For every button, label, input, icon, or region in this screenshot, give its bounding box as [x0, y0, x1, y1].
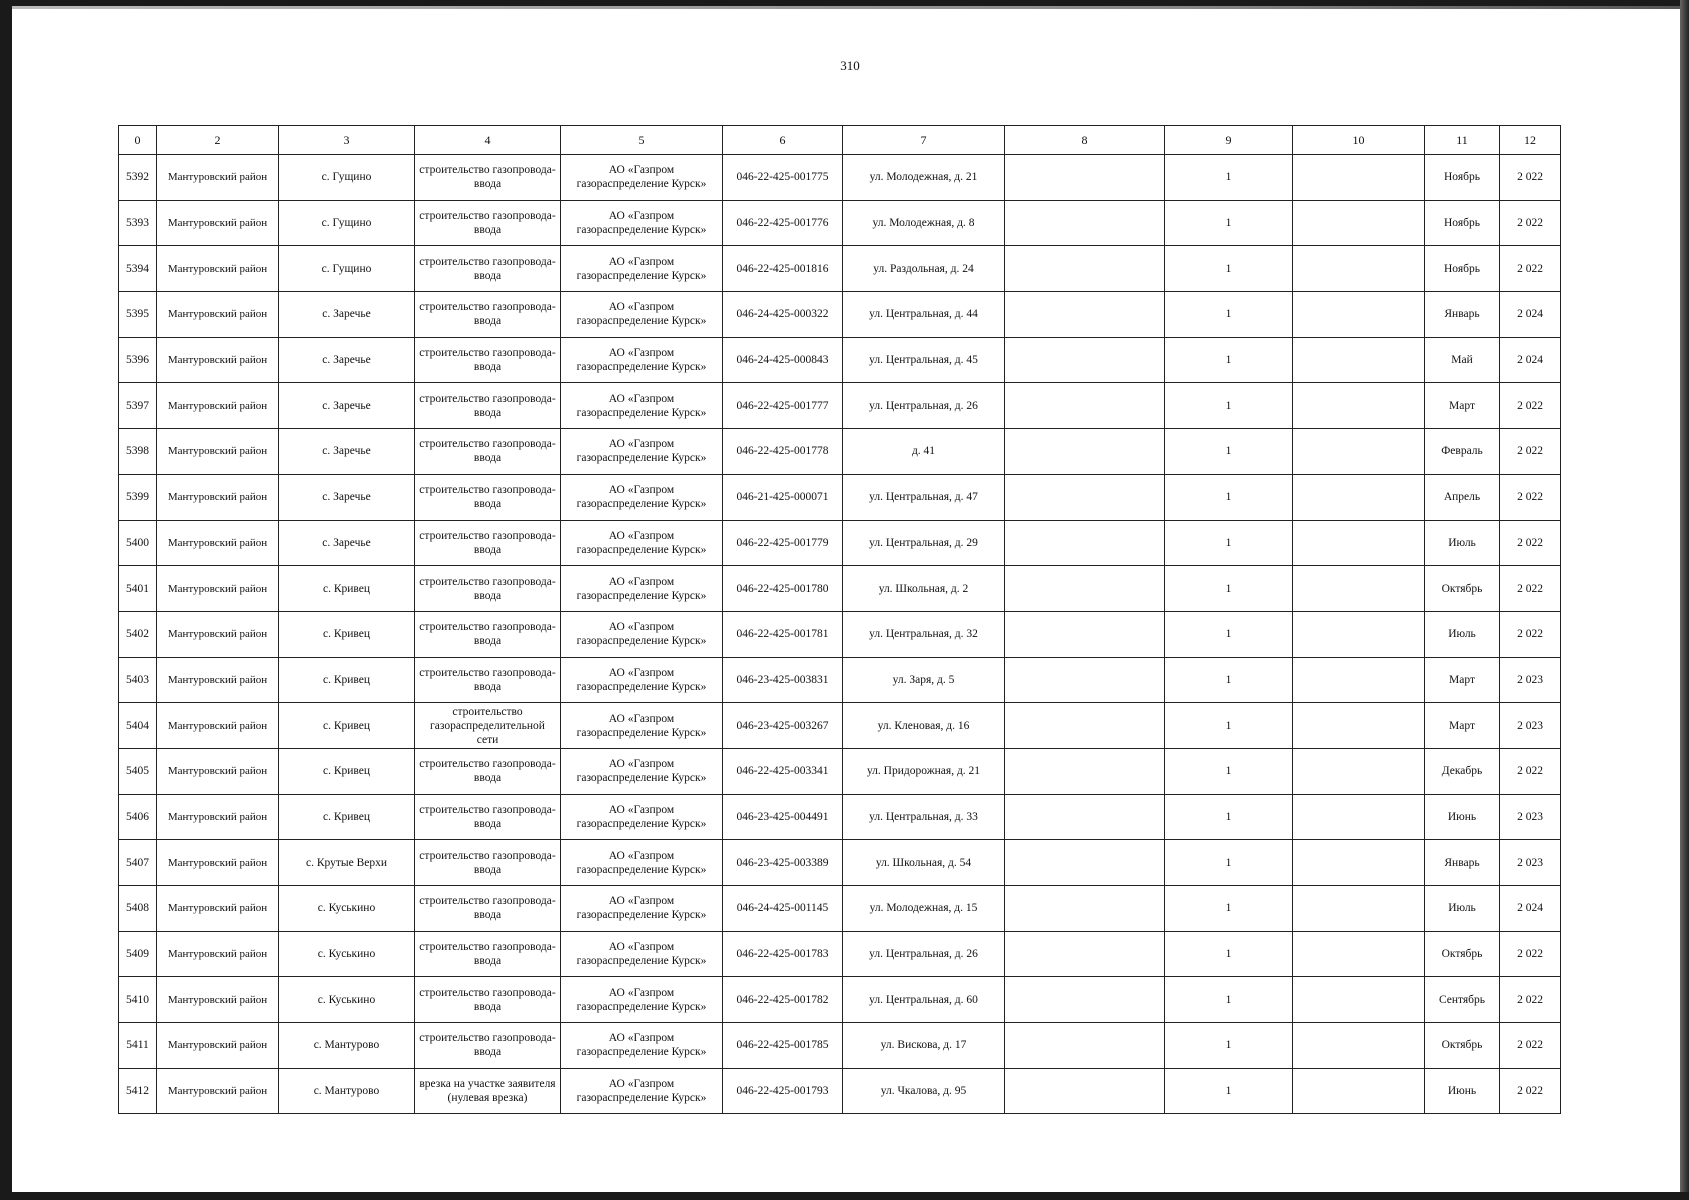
month-cell: Май: [1425, 337, 1500, 383]
district-cell: Мантуровский район: [157, 703, 279, 749]
quantity-cell: 1: [1165, 931, 1293, 977]
work-type-cell: строительство газопровода-ввода: [415, 977, 561, 1023]
quantity-cell: 1: [1165, 200, 1293, 246]
registry-number-cell: 046-22-425-001781: [723, 611, 843, 657]
quantity-cell: 1: [1165, 886, 1293, 932]
address-cell: ул. Центральная, д. 33: [843, 794, 1005, 840]
year-cell: 2 022: [1500, 383, 1561, 429]
address-cell: ул. Центральная, д. 29: [843, 520, 1005, 566]
year-cell: 2 022: [1500, 474, 1561, 520]
work-type-cell: строительство газопровода-ввода: [415, 383, 561, 429]
col-8-cell: [1005, 748, 1165, 794]
col-8-cell: [1005, 566, 1165, 612]
organization-cell: АО «Газпром газораспределение Курск»: [561, 337, 723, 383]
address-cell: ул. Раздольная, д. 24: [843, 246, 1005, 292]
district-cell: Мантуровский район: [157, 566, 279, 612]
work-type-cell: строительство газопровода-ввода: [415, 429, 561, 475]
registry-number-cell: 046-23-425-004491: [723, 794, 843, 840]
month-cell: Апрель: [1425, 474, 1500, 520]
col-10-cell: [1293, 794, 1425, 840]
address-cell: ул. Вискова, д. 17: [843, 1023, 1005, 1069]
col-8-cell: [1005, 611, 1165, 657]
year-cell: 2 022: [1500, 748, 1561, 794]
settlement-cell: с. Заречье: [279, 383, 415, 429]
address-cell: ул. Центральная, д. 26: [843, 383, 1005, 429]
settlement-cell: с. Мантурово: [279, 1023, 415, 1069]
col-10-cell: [1293, 977, 1425, 1023]
col-8-cell: [1005, 155, 1165, 201]
registry-number-cell: 046-22-425-001782: [723, 977, 843, 1023]
address-cell: ул. Центральная, д. 47: [843, 474, 1005, 520]
registry-number-cell: 046-24-425-000843: [723, 337, 843, 383]
col-10-cell: [1293, 931, 1425, 977]
registry-number-cell: 046-23-425-003389: [723, 840, 843, 886]
settlement-cell: с. Кривец: [279, 794, 415, 840]
registry-number-cell: 046-23-425-003267: [723, 703, 843, 749]
quantity-cell: 1: [1165, 611, 1293, 657]
row-number-cell: 5398: [119, 429, 157, 475]
table-row: [119, 748, 1561, 794]
col-8-cell: [1005, 657, 1165, 703]
column-header: 5: [561, 126, 723, 155]
row-number-cell: 5410: [119, 977, 157, 1023]
table-row: [119, 246, 1561, 292]
quantity-cell: 1: [1165, 292, 1293, 338]
col-10-cell: [1293, 1023, 1425, 1069]
table-row: [119, 520, 1561, 566]
organization-cell: АО «Газпром газораспределение Курск»: [561, 1068, 723, 1114]
col-8-cell: [1005, 931, 1165, 977]
col-8-cell: [1005, 703, 1165, 749]
address-cell: ул. Заря, д. 5: [843, 657, 1005, 703]
month-cell: Ноябрь: [1425, 200, 1500, 246]
scan-border-right: [1680, 0, 1689, 1200]
col-10-cell: [1293, 429, 1425, 475]
registry-number-cell: 046-24-425-001145: [723, 886, 843, 932]
month-cell: Декабрь: [1425, 748, 1500, 794]
quantity-cell: 1: [1165, 520, 1293, 566]
settlement-cell: с. Куськино: [279, 886, 415, 932]
address-cell: ул. Придорожная, д. 21: [843, 748, 1005, 794]
settlement-cell: с. Куськино: [279, 977, 415, 1023]
address-cell: ул. Центральная, д. 26: [843, 931, 1005, 977]
work-type-cell: строительство газопровода-ввода: [415, 611, 561, 657]
registry-number-cell: 046-22-425-001785: [723, 1023, 843, 1069]
address-cell: ул. Молодежная, д. 21: [843, 155, 1005, 201]
row-number-cell: 5392: [119, 155, 157, 201]
column-header: 11: [1425, 126, 1500, 155]
registry-number-cell: 046-22-425-001776: [723, 200, 843, 246]
registry-number-cell: 046-23-425-003831: [723, 657, 843, 703]
registry-number-cell: 046-24-425-000322: [723, 292, 843, 338]
row-number-cell: 5412: [119, 1068, 157, 1114]
month-cell: Ноябрь: [1425, 246, 1500, 292]
work-type-cell: строительство газопровода-ввода: [415, 520, 561, 566]
settlement-cell: с. Куськино: [279, 931, 415, 977]
col-10-cell: [1293, 1068, 1425, 1114]
year-cell: 2 023: [1500, 657, 1561, 703]
quantity-cell: 1: [1165, 246, 1293, 292]
column-header: 8: [1005, 126, 1165, 155]
quantity-cell: 1: [1165, 1023, 1293, 1069]
address-cell: ул. Центральная, д. 45: [843, 337, 1005, 383]
month-cell: Июль: [1425, 520, 1500, 566]
organization-cell: АО «Газпром газораспределение Курск»: [561, 931, 723, 977]
column-header: 12: [1500, 126, 1561, 155]
settlement-cell: с. Гущино: [279, 200, 415, 246]
row-number-cell: 5407: [119, 840, 157, 886]
col-8-cell: [1005, 840, 1165, 886]
month-cell: Февраль: [1425, 429, 1500, 475]
district-cell: Мантуровский район: [157, 748, 279, 794]
col-10-cell: [1293, 840, 1425, 886]
organization-cell: АО «Газпром газораспределение Курск»: [561, 657, 723, 703]
work-type-cell: строительство газопровода-ввода: [415, 886, 561, 932]
organization-cell: АО «Газпром газораспределение Курск»: [561, 611, 723, 657]
year-cell: 2 023: [1500, 794, 1561, 840]
row-number-cell: 5403: [119, 657, 157, 703]
year-cell: 2 022: [1500, 246, 1561, 292]
month-cell: Март: [1425, 657, 1500, 703]
month-cell: Июнь: [1425, 794, 1500, 840]
month-cell: Январь: [1425, 840, 1500, 886]
work-type-cell: строительство газопровода-ввода: [415, 474, 561, 520]
district-cell: Мантуровский район: [157, 383, 279, 429]
col-8-cell: [1005, 886, 1165, 932]
table-row: [119, 886, 1561, 932]
quantity-cell: 1: [1165, 657, 1293, 703]
scan-border-left: [0, 0, 12, 1200]
year-cell: 2 022: [1500, 200, 1561, 246]
quantity-cell: 1: [1165, 748, 1293, 794]
year-cell: 2 024: [1500, 292, 1561, 338]
col-8-cell: [1005, 794, 1165, 840]
work-type-cell: строительство газопровода-ввода: [415, 840, 561, 886]
district-cell: Мантуровский район: [157, 429, 279, 475]
quantity-cell: 1: [1165, 840, 1293, 886]
table-row: [119, 703, 1561, 749]
quantity-cell: 1: [1165, 337, 1293, 383]
address-cell: ул. Центральная, д. 44: [843, 292, 1005, 338]
table-row: [119, 1023, 1561, 1069]
organization-cell: АО «Газпром газораспределение Курск»: [561, 840, 723, 886]
year-cell: 2 022: [1500, 611, 1561, 657]
work-type-cell: строительство газопровода-ввода: [415, 337, 561, 383]
col-10-cell: [1293, 520, 1425, 566]
row-number-cell: 5411: [119, 1023, 157, 1069]
year-cell: 2 022: [1500, 977, 1561, 1023]
col-8-cell: [1005, 383, 1165, 429]
registry-number-cell: 046-22-425-001816: [723, 246, 843, 292]
col-10-cell: [1293, 246, 1425, 292]
district-cell: Мантуровский район: [157, 246, 279, 292]
work-type-cell: строительство газопровода-ввода: [415, 794, 561, 840]
table-row: [119, 200, 1561, 246]
address-cell: ул. Чкалова, д. 95: [843, 1068, 1005, 1114]
col-10-cell: [1293, 292, 1425, 338]
work-type-cell: врезка на участке заявителя (нулевая врезка): [415, 1068, 561, 1114]
year-cell: 2 023: [1500, 703, 1561, 749]
col-8-cell: [1005, 520, 1165, 566]
col-10-cell: [1293, 337, 1425, 383]
month-cell: Январь: [1425, 292, 1500, 338]
work-type-cell: строительство газопровода-ввода: [415, 1023, 561, 1069]
registry-number-cell: 046-22-425-003341: [723, 748, 843, 794]
row-number-cell: 5402: [119, 611, 157, 657]
registry-number-cell: 046-22-425-001783: [723, 931, 843, 977]
col-10-cell: [1293, 474, 1425, 520]
quantity-cell: 1: [1165, 383, 1293, 429]
settlement-cell: с. Заречье: [279, 292, 415, 338]
month-cell: Март: [1425, 383, 1500, 429]
address-cell: д. 41: [843, 429, 1005, 475]
district-cell: Мантуровский район: [157, 931, 279, 977]
organization-cell: АО «Газпром газораспределение Курск»: [561, 977, 723, 1023]
column-header: 7: [843, 126, 1005, 155]
year-cell: 2 022: [1500, 1068, 1561, 1114]
organization-cell: АО «Газпром газораспределение Курск»: [561, 566, 723, 612]
col-10-cell: [1293, 703, 1425, 749]
year-cell: 2 022: [1500, 429, 1561, 475]
quantity-cell: 1: [1165, 794, 1293, 840]
col-8-cell: [1005, 474, 1165, 520]
month-cell: Март: [1425, 703, 1500, 749]
month-cell: Июль: [1425, 886, 1500, 932]
district-cell: Мантуровский район: [157, 611, 279, 657]
address-cell: ул. Школьная, д. 54: [843, 840, 1005, 886]
district-cell: Мантуровский район: [157, 337, 279, 383]
settlement-cell: с. Заречье: [279, 520, 415, 566]
col-10-cell: [1293, 155, 1425, 201]
registry-number-cell: 046-22-425-001777: [723, 383, 843, 429]
settlement-cell: с. Кривец: [279, 748, 415, 794]
registry-number-cell: 046-22-425-001780: [723, 566, 843, 612]
col-10-cell: [1293, 611, 1425, 657]
table-row: [119, 794, 1561, 840]
row-number-cell: 5395: [119, 292, 157, 338]
year-cell: 2 022: [1500, 1023, 1561, 1069]
col-8-cell: [1005, 977, 1165, 1023]
organization-cell: АО «Газпром газораспределение Курск»: [561, 246, 723, 292]
settlement-cell: с. Заречье: [279, 429, 415, 475]
row-number-cell: 5399: [119, 474, 157, 520]
district-cell: Мантуровский район: [157, 886, 279, 932]
settlement-cell: с. Кривец: [279, 657, 415, 703]
settlement-cell: с. Гущино: [279, 155, 415, 201]
quantity-cell: 1: [1165, 429, 1293, 475]
quantity-cell: 1: [1165, 1068, 1293, 1114]
district-cell: Мантуровский район: [157, 657, 279, 703]
year-cell: 2 022: [1500, 155, 1561, 201]
quantity-cell: 1: [1165, 474, 1293, 520]
quantity-cell: 1: [1165, 155, 1293, 201]
month-cell: Октябрь: [1425, 1023, 1500, 1069]
col-8-cell: [1005, 292, 1165, 338]
district-cell: Мантуровский район: [157, 977, 279, 1023]
work-type-cell: строительство газопровода-ввода: [415, 246, 561, 292]
work-type-cell: строительство газопровода-ввода: [415, 200, 561, 246]
col-10-cell: [1293, 748, 1425, 794]
district-cell: Мантуровский район: [157, 292, 279, 338]
month-cell: Ноябрь: [1425, 155, 1500, 201]
row-number-cell: 5409: [119, 931, 157, 977]
work-type-cell: строительство газопровода-ввода: [415, 748, 561, 794]
organization-cell: АО «Газпром газораспределение Курск»: [561, 155, 723, 201]
col-10-cell: [1293, 200, 1425, 246]
year-cell: 2 024: [1500, 337, 1561, 383]
col-8-cell: [1005, 1023, 1165, 1069]
col-10-cell: [1293, 657, 1425, 703]
column-header: 3: [279, 126, 415, 155]
district-cell: Мантуровский район: [157, 200, 279, 246]
table-row: [119, 1068, 1561, 1114]
row-number-cell: 5401: [119, 566, 157, 612]
col-10-cell: [1293, 383, 1425, 429]
column-header: 2: [157, 126, 279, 155]
organization-cell: АО «Газпром газораспределение Курск»: [561, 474, 723, 520]
settlement-cell: с. Заречье: [279, 474, 415, 520]
column-header: 10: [1293, 126, 1425, 155]
table-row: [119, 840, 1561, 886]
month-cell: Сентябрь: [1425, 977, 1500, 1023]
district-cell: Мантуровский район: [157, 155, 279, 201]
table-row: [119, 155, 1561, 201]
column-header: 0: [119, 126, 157, 155]
table-row: [119, 292, 1561, 338]
district-cell: Мантуровский район: [157, 840, 279, 886]
work-type-cell: строительство газопровода-ввода: [415, 155, 561, 201]
table-row: [119, 611, 1561, 657]
organization-cell: АО «Газпром газораспределение Курск»: [561, 794, 723, 840]
address-cell: ул. Центральная, д. 32: [843, 611, 1005, 657]
col-8-cell: [1005, 429, 1165, 475]
month-cell: Июнь: [1425, 1068, 1500, 1114]
month-cell: Октябрь: [1425, 931, 1500, 977]
address-cell: ул. Кленовая, д. 16: [843, 703, 1005, 749]
table-row: [119, 429, 1561, 475]
quantity-cell: 1: [1165, 977, 1293, 1023]
col-10-cell: [1293, 566, 1425, 612]
district-cell: Мантуровский район: [157, 474, 279, 520]
district-cell: Мантуровский район: [157, 1023, 279, 1069]
district-cell: Мантуровский район: [157, 1068, 279, 1114]
organization-cell: АО «Газпром газораспределение Курск»: [561, 886, 723, 932]
work-type-cell: строительство газопровода-ввода: [415, 292, 561, 338]
year-cell: 2 022: [1500, 520, 1561, 566]
settlement-cell: с. Кривец: [279, 566, 415, 612]
work-type-cell: строительство газораспределительной сети: [415, 703, 561, 749]
col-10-cell: [1293, 886, 1425, 932]
table-row: [119, 383, 1561, 429]
settlement-cell: с. Кривец: [279, 611, 415, 657]
settlement-cell: с. Заречье: [279, 337, 415, 383]
year-cell: 2 024: [1500, 886, 1561, 932]
row-number-cell: 5393: [119, 200, 157, 246]
column-header: 6: [723, 126, 843, 155]
registry-number-cell: 046-22-425-001778: [723, 429, 843, 475]
work-type-cell: строительство газопровода-ввода: [415, 657, 561, 703]
row-number-cell: 5405: [119, 748, 157, 794]
organization-cell: АО «Газпром газораспределение Курск»: [561, 292, 723, 338]
row-number-cell: 5406: [119, 794, 157, 840]
organization-cell: АО «Газпром газораспределение Курск»: [561, 520, 723, 566]
table-row: [119, 977, 1561, 1023]
row-number-cell: 5400: [119, 520, 157, 566]
year-cell: 2 022: [1500, 931, 1561, 977]
table-row: [119, 566, 1561, 612]
organization-cell: АО «Газпром газораспределение Курск»: [561, 200, 723, 246]
quantity-cell: 1: [1165, 703, 1293, 749]
col-8-cell: [1005, 246, 1165, 292]
registry-number-cell: 046-22-425-001775: [723, 155, 843, 201]
registry-table: [118, 125, 1561, 1114]
month-cell: Июль: [1425, 611, 1500, 657]
column-header: 4: [415, 126, 561, 155]
registry-number-cell: 046-22-425-001779: [723, 520, 843, 566]
organization-cell: АО «Газпром газораспределение Курск»: [561, 703, 723, 749]
address-cell: ул. Молодежная, д. 15: [843, 886, 1005, 932]
organization-cell: АО «Газпром газораспределение Курск»: [561, 383, 723, 429]
month-cell: Октябрь: [1425, 566, 1500, 612]
scan-border-top-shade: [0, 6, 1689, 9]
address-cell: ул. Центральная, д. 60: [843, 977, 1005, 1023]
table-row: [119, 931, 1561, 977]
header-row: [119, 126, 1561, 155]
address-cell: ул. Школьная, д. 2: [843, 566, 1005, 612]
settlement-cell: с. Гущино: [279, 246, 415, 292]
settlement-cell: с. Мантурово: [279, 1068, 415, 1114]
table-body: [119, 155, 1561, 1114]
row-number-cell: 5408: [119, 886, 157, 932]
organization-cell: АО «Газпром газораспределение Курск»: [561, 429, 723, 475]
work-type-cell: строительство газопровода-ввода: [415, 566, 561, 612]
row-number-cell: 5394: [119, 246, 157, 292]
address-cell: ул. Молодежная, д. 8: [843, 200, 1005, 246]
col-8-cell: [1005, 1068, 1165, 1114]
settlement-cell: с. Крутые Верхи: [279, 840, 415, 886]
table-row: [119, 337, 1561, 383]
settlement-cell: с. Кривец: [279, 703, 415, 749]
work-type-cell: строительство газопровода-ввода: [415, 931, 561, 977]
quantity-cell: 1: [1165, 566, 1293, 612]
row-number-cell: 5404: [119, 703, 157, 749]
district-cell: Мантуровский район: [157, 520, 279, 566]
col-8-cell: [1005, 337, 1165, 383]
district-cell: Мантуровский район: [157, 794, 279, 840]
col-8-cell: [1005, 200, 1165, 246]
page-number: 310: [840, 58, 860, 73]
year-cell: 2 022: [1500, 566, 1561, 612]
column-header: 9: [1165, 126, 1293, 155]
row-number-cell: 5396: [119, 337, 157, 383]
organization-cell: АО «Газпром газораспределение Курск»: [561, 748, 723, 794]
row-number-cell: 5397: [119, 383, 157, 429]
table-row: [119, 657, 1561, 703]
organization-cell: АО «Газпром газораспределение Курск»: [561, 1023, 723, 1069]
registry-number-cell: 046-22-425-001793: [723, 1068, 843, 1114]
scan-border-bottom: [0, 1192, 1689, 1200]
year-cell: 2 023: [1500, 840, 1561, 886]
registry-number-cell: 046-21-425-000071: [723, 474, 843, 520]
table-row: [119, 474, 1561, 520]
